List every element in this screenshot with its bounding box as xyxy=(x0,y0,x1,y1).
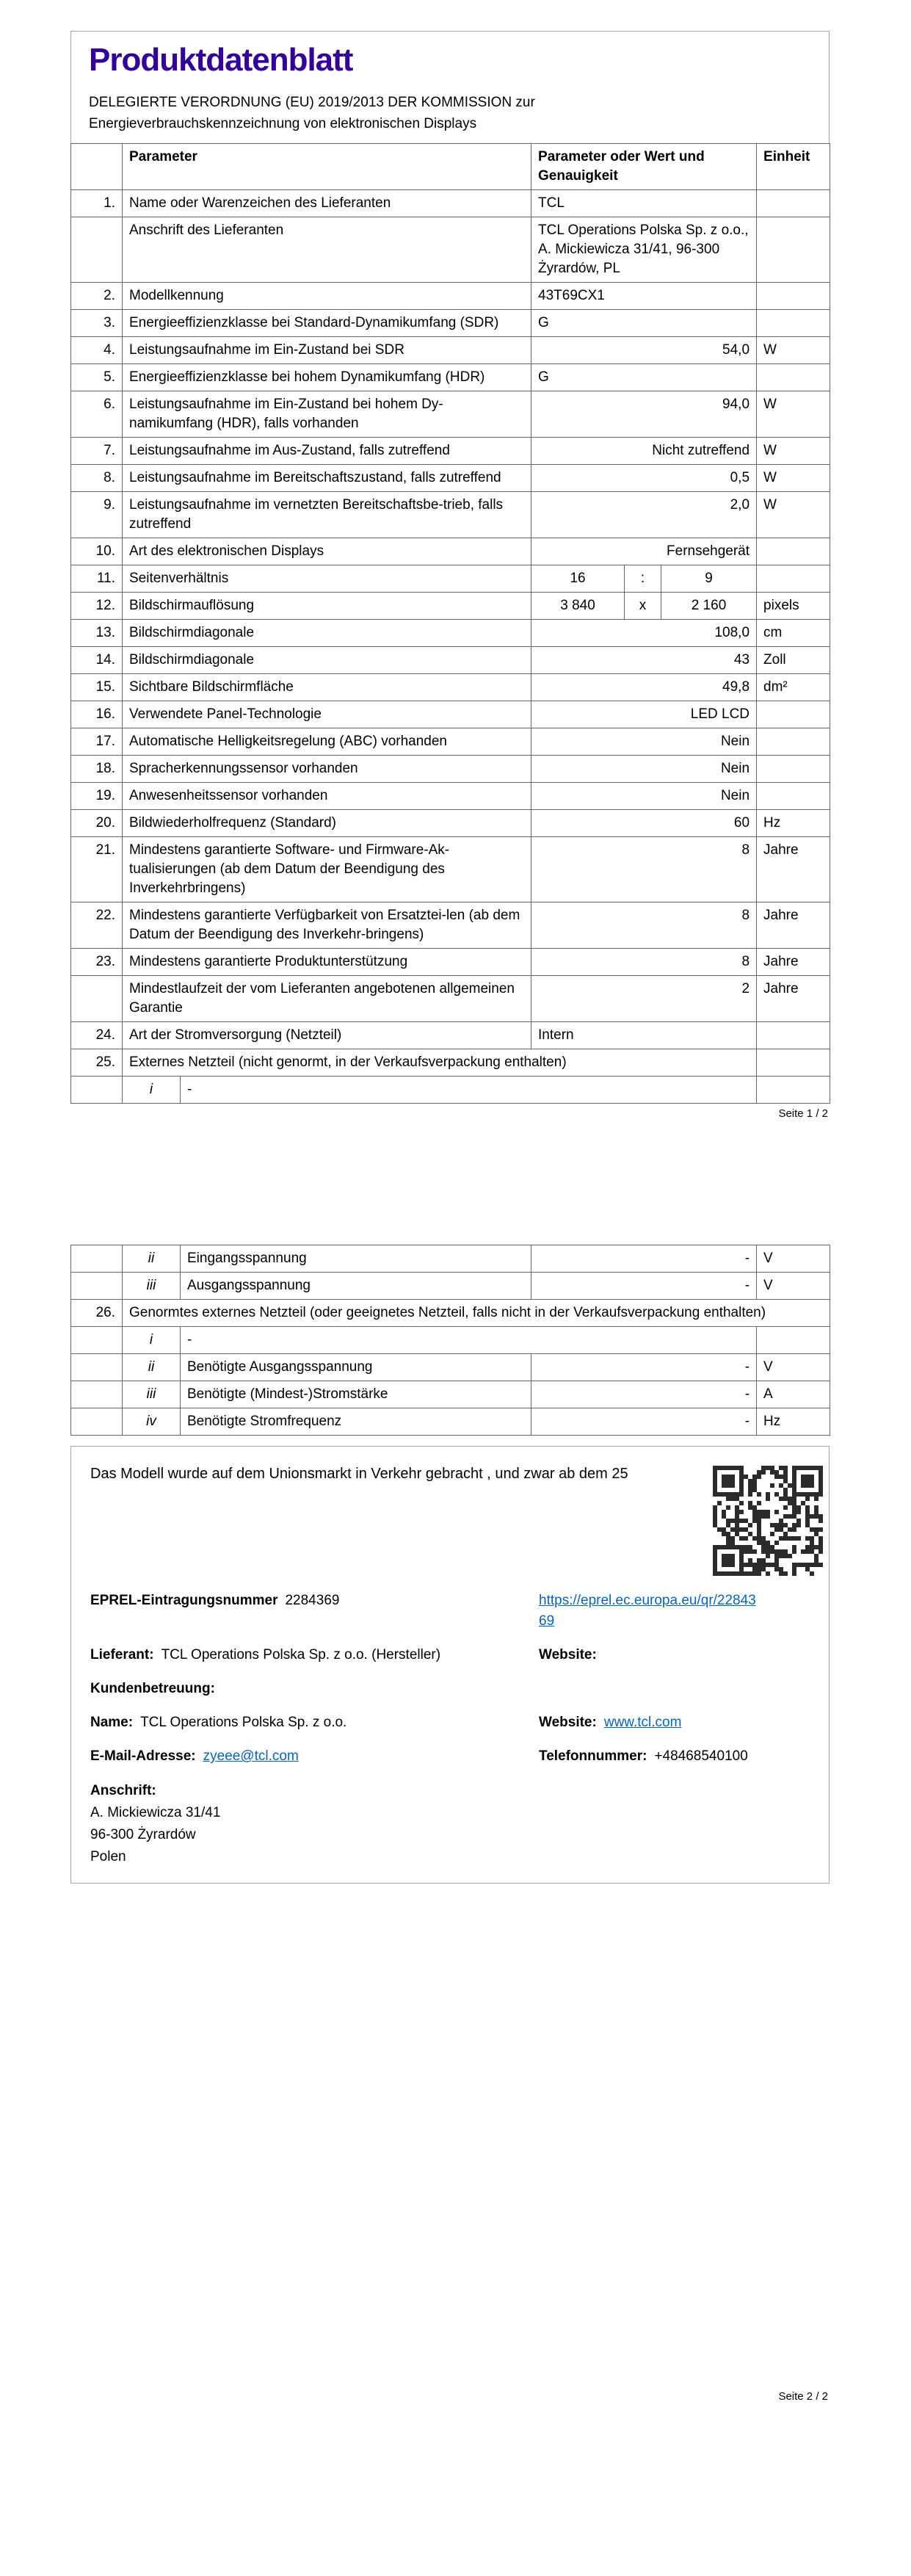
market-notice-text: Das Modell wurde auf dem Unionsmarkt in Verkehr gebracht , und zwar ab dem 25 xyxy=(90,1466,628,1483)
supplier xyxy=(90,1645,539,1665)
parameter-cell: Bildschirmdiagonale xyxy=(123,647,531,674)
table-row xyxy=(71,217,830,283)
value-part-cell: 16 xyxy=(531,565,625,593)
table-row xyxy=(71,565,830,593)
unit-cell xyxy=(757,1049,830,1077)
value-cell: - xyxy=(531,1245,757,1273)
sub-index-cell: i xyxy=(123,1077,181,1104)
row-number-cell: 21. xyxy=(71,837,123,902)
parameter-cell: Externes Netzteil (nicht genormt, in der Verkaufsverpackung enthalten) xyxy=(123,1049,757,1077)
parameter-cell: Leistungsaufnahme im Ein-Zustand bei hohem Dy-namikumfang (HDR), falls vorhanden xyxy=(123,391,531,438)
table-row xyxy=(71,949,830,976)
supplier-row xyxy=(90,1645,810,1665)
value-part-cell: 2 160 xyxy=(661,593,757,620)
parameter-cell: Verwendete Panel-Technologie xyxy=(123,701,531,728)
parameter-cell: Genormtes externes Netzteil (oder geeignetes Netzteil, falls nicht in der Verkaufsverpackung enthalten) xyxy=(123,1300,830,1327)
phone-value: +48468540100 xyxy=(654,1748,748,1765)
value-cell: 8 xyxy=(531,837,757,902)
row-number-cell xyxy=(71,1327,123,1354)
value-cell: 43 xyxy=(531,647,757,674)
value-cell: - xyxy=(181,1077,757,1104)
row-number-cell: 14. xyxy=(71,647,123,674)
row-number-cell xyxy=(71,217,123,283)
parameter-cell: Art des elektronischen Displays xyxy=(123,538,531,565)
value-cell: 43T69CX1 xyxy=(531,283,757,310)
row-number-cell: 6. xyxy=(71,391,123,438)
table-row xyxy=(71,1022,830,1049)
table-row xyxy=(71,391,830,438)
table-row xyxy=(71,674,830,701)
parameter-cell: Eingangsspannung xyxy=(181,1245,531,1273)
table-row xyxy=(71,283,830,310)
address-block xyxy=(90,1780,810,1868)
value-cell: G xyxy=(531,364,757,391)
parameter-cell: Automatische Helligkeitsregelung (ABC) vorhanden xyxy=(123,728,531,756)
table-row xyxy=(71,783,830,810)
page1-title-box xyxy=(70,31,830,143)
parameter-cell: Energieeffizienzklasse bei hohem Dynamikumfang (HDR) xyxy=(123,364,531,391)
value-cell: 2 xyxy=(531,976,757,1022)
row-number-cell: 5. xyxy=(71,364,123,391)
unit-cell: A xyxy=(757,1381,830,1408)
table-row xyxy=(71,701,830,728)
email xyxy=(90,1746,539,1767)
sub-index-cell: ii xyxy=(123,1354,181,1381)
row-number-cell: 23. xyxy=(71,949,123,976)
eprel-row xyxy=(90,1591,810,1632)
sheet xyxy=(70,0,830,2403)
unit-cell: cm xyxy=(757,620,830,647)
parameter-cell: Seitenverhältnis xyxy=(123,565,531,593)
table-row xyxy=(71,756,830,783)
parameter-cell: Anwesenheitssensor vorhanden xyxy=(123,783,531,810)
table-row xyxy=(71,310,830,337)
value-cell: - xyxy=(531,1273,757,1300)
unit-cell: V xyxy=(757,1354,830,1381)
table-row xyxy=(71,1327,830,1354)
parameter-cell: Bildschirmdiagonale xyxy=(123,620,531,647)
service-name-label: Name: xyxy=(90,1715,134,1731)
unit-cell xyxy=(757,783,830,810)
unit-cell xyxy=(757,756,830,783)
value-cell: Nein xyxy=(531,783,757,810)
row-number-cell: 2. xyxy=(71,283,123,310)
row-number-cell: 25. xyxy=(71,1049,123,1077)
value-cell: 108,0 xyxy=(531,620,757,647)
unit-cell: Hz xyxy=(757,1408,830,1436)
value-part-cell: : xyxy=(625,565,661,593)
header-unit: Einheit xyxy=(757,144,830,190)
row-number-cell: 24. xyxy=(71,1022,123,1049)
table-row xyxy=(71,810,830,837)
value-cell: 0,5 xyxy=(531,465,757,492)
value-cell: TCL xyxy=(531,190,757,217)
table-row xyxy=(71,1381,830,1408)
unit-cell: Jahre xyxy=(757,837,830,902)
email-phone-row xyxy=(90,1746,810,1767)
unit-cell: W xyxy=(757,337,830,364)
value-cell: - xyxy=(531,1408,757,1436)
unit-cell: Jahre xyxy=(757,976,830,1022)
parameter-cell: Benötigte (Mindest-)Stromstärke xyxy=(181,1381,531,1408)
value-cell: G xyxy=(531,310,757,337)
value-cell: Nein xyxy=(531,728,757,756)
qr-code-image xyxy=(708,1466,823,1577)
table-row xyxy=(71,647,830,674)
sub-index-cell: iii xyxy=(123,1273,181,1300)
email-link[interactable]: zyeee@tcl.com xyxy=(203,1748,299,1765)
unit-cell: pixels xyxy=(757,593,830,620)
datasheet-table-page2 xyxy=(70,1245,830,1436)
table-row xyxy=(71,728,830,756)
row-number-cell: 22. xyxy=(71,902,123,949)
table-row xyxy=(71,1354,830,1381)
unit-cell xyxy=(757,1327,830,1354)
parameter-cell: Anschrift des Lieferanten xyxy=(123,217,531,283)
unit-cell xyxy=(757,217,830,283)
unit-cell: W xyxy=(757,465,830,492)
page1-footer: Seite 1 / 2 xyxy=(778,1107,828,1121)
row-number-cell xyxy=(71,1408,123,1436)
service-name xyxy=(90,1712,539,1733)
value-cell: Fernsehgerät xyxy=(531,538,757,565)
website-label: Website: xyxy=(539,1647,597,1663)
header-value: Parameter oder Wert und Genauigkeit xyxy=(531,144,757,190)
row-number-cell: 19. xyxy=(71,783,123,810)
row-number-cell xyxy=(71,1245,123,1273)
unit-cell: dm² xyxy=(757,674,830,701)
unit-cell: Jahre xyxy=(757,902,830,949)
table-row xyxy=(71,438,830,465)
unit-cell xyxy=(757,701,830,728)
parameter-cell: Sichtbare Bildschirmfläche xyxy=(123,674,531,701)
address-label: Anschrift: xyxy=(90,1783,156,1799)
value-cell: 49,8 xyxy=(531,674,757,701)
unit-cell xyxy=(757,565,830,593)
parameter-cell: Bildwiederholfrequenz (Standard) xyxy=(123,810,531,837)
unit-cell xyxy=(757,538,830,565)
email-label: E-Mail-Adresse: xyxy=(90,1748,196,1765)
row-number-cell: 11. xyxy=(71,565,123,593)
table-row xyxy=(71,190,830,217)
row-number-cell: 16. xyxy=(71,701,123,728)
parameter-cell: Benötigte Ausgangsspannung xyxy=(181,1354,531,1381)
value-cell: 2,0 xyxy=(531,492,757,538)
phone-label: Telefonnummer: xyxy=(539,1748,647,1765)
parameter-cell: Name oder Warenzeichen des Lieferanten xyxy=(123,190,531,217)
value-cell: 60 xyxy=(531,810,757,837)
row-number-cell: 8. xyxy=(71,465,123,492)
row-number-cell: 20. xyxy=(71,810,123,837)
parameter-cell: Modellkennung xyxy=(123,283,531,310)
row-number-cell xyxy=(71,1381,123,1408)
phone xyxy=(539,1746,810,1767)
unit-cell xyxy=(757,1077,830,1104)
table-row xyxy=(71,902,830,949)
unit-cell: W xyxy=(757,391,830,438)
row-number-cell: 26. xyxy=(71,1300,123,1327)
table-row xyxy=(71,364,830,391)
parameter-cell: Leistungsaufnahme im vernetzten Bereitschaftsbe-trieb, falls zutreffend xyxy=(123,492,531,538)
header-parameter: Parameter xyxy=(123,144,531,190)
row-number-cell: 17. xyxy=(71,728,123,756)
row-number-cell xyxy=(71,1077,123,1104)
table-row xyxy=(71,837,830,902)
regulation-subtitle-line2: Energieverbrauchskennzeichnung von elektronischen Displays xyxy=(89,116,477,132)
value-cell: Intern xyxy=(531,1022,757,1049)
table-row xyxy=(71,1077,830,1104)
unit-cell: Zoll xyxy=(757,647,830,674)
customer-service-row xyxy=(90,1679,810,1699)
unit-cell xyxy=(757,1022,830,1049)
value-cell: 94,0 xyxy=(531,391,757,438)
unit-cell: W xyxy=(757,492,830,538)
table-row xyxy=(71,976,830,1022)
unit-cell xyxy=(757,310,830,337)
row-number-cell: 1. xyxy=(71,190,123,217)
value-cell: TCL Operations Polska Sp. z o.o., A. Mickiewicza 31/41, 96-300 Żyrardów, PL xyxy=(531,217,757,283)
address-line: Polen xyxy=(90,1849,126,1865)
customer-service-label: Kundenbetreuung: xyxy=(90,1681,215,1697)
parameter-cell: Ausgangsspannung xyxy=(181,1273,531,1300)
row-number-cell: 3. xyxy=(71,310,123,337)
table-row xyxy=(71,1049,830,1077)
parameter-cell: Spracherkennungssensor vorhanden xyxy=(123,756,531,783)
parameter-cell: Leistungsaufnahme im Aus-Zustand, falls zutreffend xyxy=(123,438,531,465)
row-number-cell: 4. xyxy=(71,337,123,364)
sub-index-cell: iii xyxy=(123,1381,181,1408)
eprel-registry-link[interactable]: https://eprel.ec.europa.eu/qr/2284369 xyxy=(539,1593,756,1629)
datasheet-table-page1 xyxy=(70,143,830,1104)
row-number-cell: 15. xyxy=(71,674,123,701)
value-cell: - xyxy=(181,1327,757,1354)
table-row xyxy=(71,1300,830,1327)
value-part-cell: 9 xyxy=(661,565,757,593)
unit-cell xyxy=(757,283,830,310)
parameter-cell: Mindestens garantierte Software- und Firmware-Ak-tualisierungen (ab dem Datum der Beendigung des Inverkehrbringens) xyxy=(123,837,531,902)
value-cell: - xyxy=(531,1381,757,1408)
table-row xyxy=(71,465,830,492)
unit-cell: Jahre xyxy=(757,949,830,976)
parameter-cell: Mindestens garantierte Produktunterstützung xyxy=(123,949,531,976)
unit-cell xyxy=(757,190,830,217)
parameter-cell: Mindestens garantierte Verfügbarkeit von Ersatztei-len (ab dem Datum der Beendigung des Inverkehr-bringens) xyxy=(123,902,531,949)
table-row xyxy=(71,538,830,565)
row-number-cell: 9. xyxy=(71,492,123,538)
table-row xyxy=(71,593,830,620)
address-line: A. Mickiewicza 31/41 xyxy=(90,1805,221,1821)
unit-cell: Hz xyxy=(757,810,830,837)
eprel-value: 2284369 xyxy=(285,1593,340,1609)
value-cell: 8 xyxy=(531,902,757,949)
parameter-cell: Energieeffizienzklasse bei Standard-Dynamikumfang (SDR) xyxy=(123,310,531,337)
page-title: Produktdatenblatt xyxy=(89,42,353,78)
table-row xyxy=(71,492,830,538)
eprel-label: EPREL-Eintragungsnummer xyxy=(90,1593,278,1609)
parameter-cell: Bildschirmauflösung xyxy=(123,593,531,620)
value-cell: Nein xyxy=(531,756,757,783)
page2-footer: Seite 2 / 2 xyxy=(778,2390,828,2403)
row-number-cell xyxy=(71,1273,123,1300)
value-cell: - xyxy=(531,1354,757,1381)
parameter-cell: Leistungsaufnahme im Ein-Zustand bei SDR xyxy=(123,337,531,364)
tcl-website-link[interactable]: www.tcl.com xyxy=(603,1715,682,1731)
row-number-cell xyxy=(71,1354,123,1381)
eprel-number xyxy=(90,1591,539,1632)
service-name-value: TCL Operations Polska Sp. z o.o. xyxy=(140,1715,347,1731)
unit-cell: W xyxy=(757,438,830,465)
address-line: 96-300 Żyrardów xyxy=(90,1827,196,1843)
sub-index-cell: iv xyxy=(123,1408,181,1436)
unit-cell xyxy=(757,364,830,391)
parameter-cell: Leistungsaufnahme im Bereitschaftszustand, falls zutreffend xyxy=(123,465,531,492)
table-row xyxy=(71,337,830,364)
market-info-box xyxy=(70,1446,830,1884)
value-cell: 8 xyxy=(531,949,757,976)
unit-cell: V xyxy=(757,1245,830,1273)
row-number-cell: 13. xyxy=(71,620,123,647)
table-row xyxy=(71,1245,830,1273)
header-blank-cell xyxy=(71,144,123,190)
supplier-label: Lieferant: xyxy=(90,1647,154,1663)
value-part-cell: 3 840 xyxy=(531,593,625,620)
parameter-cell: Benötigte Stromfrequenz xyxy=(181,1408,531,1436)
row-number-cell: 10. xyxy=(71,538,123,565)
regulation-subtitle-line1: DELEGIERTE VERORDNUNG (EU) 2019/2013 DER KOMMISSION zur xyxy=(89,95,535,111)
value-part-cell: x xyxy=(625,593,661,620)
service-name-row xyxy=(90,1712,810,1733)
row-number-cell: 12. xyxy=(71,593,123,620)
sub-index-cell: i xyxy=(123,1327,181,1354)
unit-cell: V xyxy=(757,1273,830,1300)
unit-cell xyxy=(757,728,830,756)
row-number-cell: 7. xyxy=(71,438,123,465)
parameter-cell: Art der Stromversorgung (Netzteil) xyxy=(123,1022,531,1049)
table-header-row xyxy=(71,144,830,190)
table-row xyxy=(71,1408,830,1436)
row-number-cell xyxy=(71,976,123,1022)
value-cell: Nicht zutreffend xyxy=(531,438,757,465)
table-row xyxy=(71,620,830,647)
table-row xyxy=(71,1273,830,1300)
value-cell: 54,0 xyxy=(531,337,757,364)
row-number-cell: 18. xyxy=(71,756,123,783)
parameter-cell: Mindestlaufzeit der vom Lieferanten angebotenen allgemeinen Garantie xyxy=(123,976,531,1022)
website2-label: Website: xyxy=(539,1715,597,1731)
value-cell: LED LCD xyxy=(531,701,757,728)
sub-index-cell: ii xyxy=(123,1245,181,1273)
supplier-value: TCL Operations Polska Sp. z o.o. (Hersteller) xyxy=(161,1647,441,1663)
